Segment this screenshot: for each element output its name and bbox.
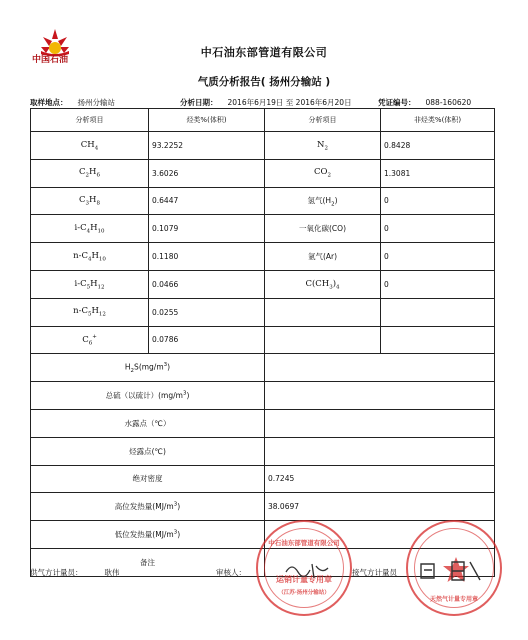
header-cell: 非烃类%(体积)	[381, 109, 495, 132]
company-stamp: 中石油东部管道有限公司 运销计量专用章 （江苏·扬州分输站）	[256, 520, 352, 616]
label-total-sulfur: 总硫（以硫计）$(mg/m^3)$	[31, 382, 265, 410]
header-cell: 分析项目	[265, 109, 381, 132]
receiver-signature	[418, 558, 484, 588]
label-water-dewpoint: 水露点（℃）	[31, 409, 265, 437]
value-ic5h12: 0.0466	[149, 270, 265, 298]
value-density: 0.7245	[265, 465, 495, 493]
table-row	[31, 187, 495, 215]
label-co2: $CO_2$	[265, 159, 381, 187]
table-row	[31, 132, 495, 160]
reviewer-label: 审核人：	[216, 568, 246, 577]
table-row	[31, 215, 495, 243]
report-title: 气质分析报告( 扬州分输站 )	[197, 76, 331, 88]
value-ar: 0	[381, 243, 495, 271]
value-c2h6: 3.6026	[149, 159, 265, 187]
header-cell: 烃类%(体积)	[149, 109, 265, 132]
label-c2h6: $C_2H_6$	[31, 159, 149, 187]
value-ic4h10: 0.1079	[149, 215, 265, 243]
table-row	[31, 159, 495, 187]
empty-cell	[265, 298, 381, 326]
label-neopentane: $C(CH_3)_4$	[265, 270, 381, 298]
label-h2s: $H_2S(mg/m^3)$	[31, 354, 265, 382]
receiver-metrologist-label: 接气方计量员	[352, 568, 397, 577]
table-row	[31, 437, 495, 465]
analysis-date: 分析日期： 2016年6月19日 至 2016年6月20日	[180, 98, 352, 107]
value-total-sulfur	[265, 382, 495, 410]
value-hc-dewpoint	[265, 437, 495, 465]
logo-text: 中国石油	[31, 55, 68, 65]
label-c6plus: $C_6^+$	[31, 326, 149, 354]
table-row	[31, 493, 495, 521]
table-row	[31, 354, 495, 382]
label-h2: 氢气$(H_2)$	[265, 187, 381, 215]
label-lhv: 低位发热量$(MJ/m^3)$	[31, 521, 265, 549]
empty-cell	[381, 326, 495, 354]
value-co2: 1.3081	[381, 159, 495, 187]
value-ch4: 93.2252	[149, 132, 265, 160]
value-nc5h12: 0.0255	[149, 298, 265, 326]
label-ic5h12: $i-C_5H_{12}$	[31, 270, 149, 298]
label-ar: 氩气(Ar)	[265, 243, 381, 271]
label-hc-dewpoint: 烃露点(℃)	[31, 437, 265, 465]
value-hhv: 38.0697	[265, 493, 495, 521]
metering-stamp: 天然气计量专用章	[406, 520, 502, 616]
value-h2s	[265, 354, 495, 382]
sampling-location: 取样地点： 扬州分输站	[30, 98, 115, 107]
value-c6plus: 0.0786	[149, 326, 265, 354]
table-row	[31, 326, 495, 354]
reviewer-signature	[284, 560, 330, 586]
empty-cell	[381, 298, 495, 326]
label-hhv: 高位发热量$(MJ/m^3)$	[31, 493, 265, 521]
label-nc4h10: $n-C_4H_{10}$	[31, 243, 149, 271]
label-density: 绝对密度	[31, 465, 265, 493]
table-row	[31, 270, 495, 298]
header-cell: 分析项目	[31, 109, 149, 132]
label-ic4h10: $i-C_4H_{10}$	[31, 215, 149, 243]
table-header-row	[31, 109, 495, 132]
value-neopentane: 0	[381, 270, 495, 298]
label-remarks: 备注	[31, 548, 265, 576]
value-c3h8: 0.6447	[149, 187, 265, 215]
certificate-number: 凭证编号： 088-160620	[378, 98, 472, 107]
value-co: 0	[381, 215, 495, 243]
label-nc5h12: $n-C_5H_{12}$	[31, 298, 149, 326]
value-h2: 0	[381, 187, 495, 215]
table-row	[31, 382, 495, 410]
analysis-table	[30, 108, 495, 577]
empty-cell	[265, 326, 381, 354]
value-nc4h10: 0.1180	[149, 243, 265, 271]
table-row	[31, 243, 495, 271]
value-n2: 0.8428	[381, 132, 495, 160]
label-n2: $N_2$	[265, 132, 381, 160]
label-co: 一氧化碳(CO)	[265, 215, 381, 243]
table-row	[31, 298, 495, 326]
table-row	[31, 465, 495, 493]
table-row	[31, 409, 495, 437]
supplier-metrologist: 供气方计量员： 耿伟	[30, 568, 120, 577]
company-name: 中石油东部管道有限公司	[200, 46, 328, 59]
label-ch4: $CH_4$	[31, 132, 149, 160]
label-c3h8: $C_3H_8$	[31, 187, 149, 215]
value-water-dewpoint	[265, 409, 495, 437]
